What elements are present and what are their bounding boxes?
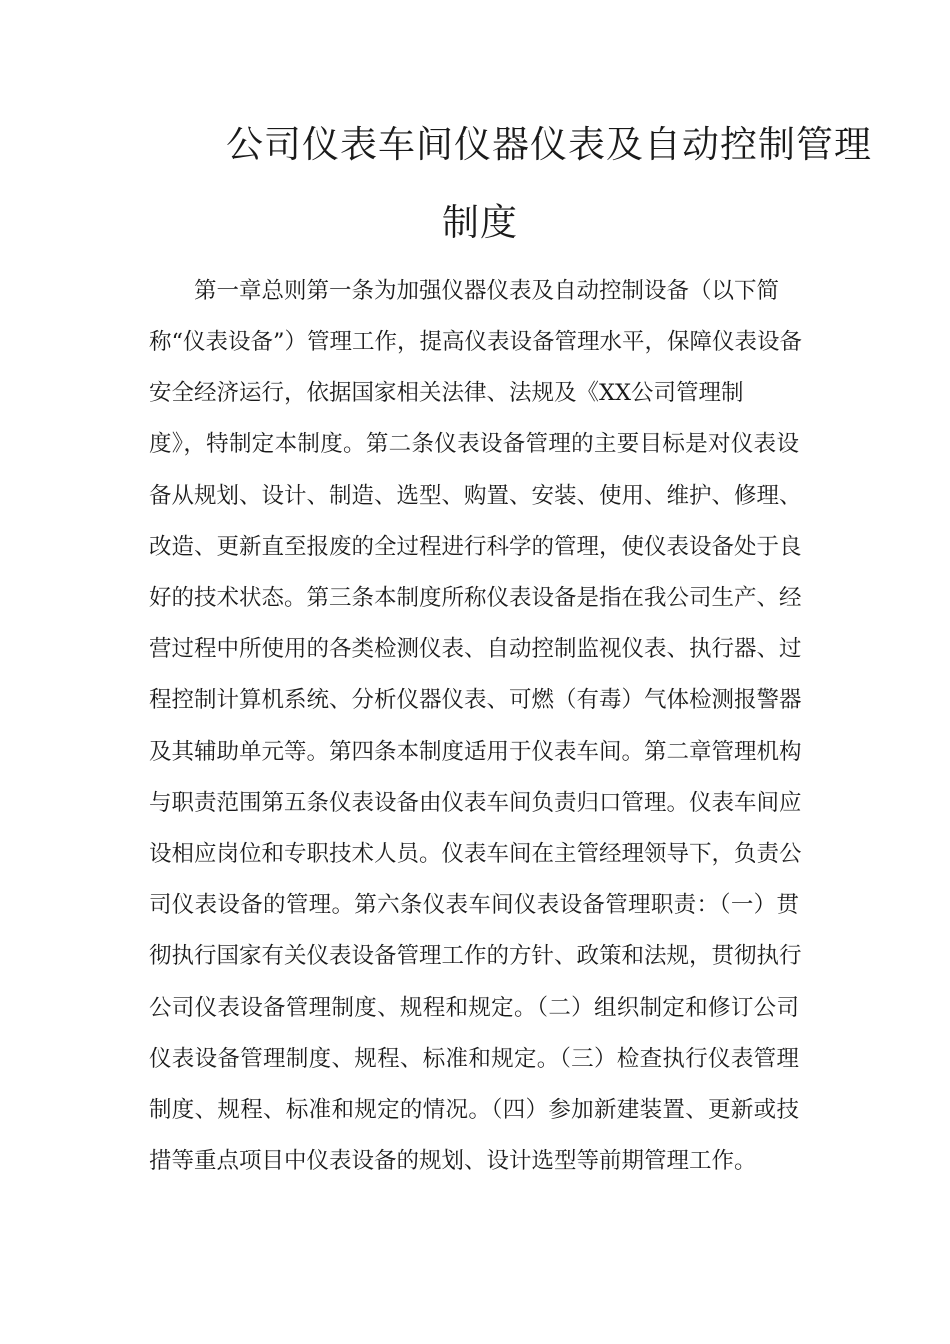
body-text-line: 安全经济运行，依据国家相关法律、法规及《XX公司管理制: [149, 380, 744, 406]
body-text-line: 及其辅助单元等。第四条本制度适用于仪表车间。第二章管理机构: [149, 739, 802, 765]
body-text-line: 与职责范围第五条仪表设备由仪表车间负责归口管理。仪表车间应: [149, 790, 802, 816]
body-text-line: 称“仪表设备”）管理工作，提高仪表设备管理水平，保障仪表设备: [149, 329, 803, 355]
body-text-line: 措等重点项目中仪表设备的规划、设计选型等前期管理工作。: [149, 1148, 757, 1174]
body-text-line: 度》，特制定本制度。第二条仪表设备管理的主要目标是对仪表设: [149, 431, 799, 457]
body-text-line: 好的技术状态。第三条本制度所称仪表设备是指在我公司生产、经: [149, 585, 802, 611]
body-text-line: 公司仪表设备管理制度、规程和规定。（二）组织制定和修订公司: [149, 995, 799, 1021]
body-text-line: 营过程中所使用的各类检测仪表、自动控制监视仪表、执行器、过: [149, 636, 802, 662]
body-text-line: 彻执行国家有关仪表设备管理工作的方针、政策和法规，贯彻执行: [149, 943, 802, 969]
body-text-line: 改造、更新直至报废的全过程进行科学的管理，使仪表设备处于良: [149, 534, 802, 560]
body-text-line: 程控制计算机系统、分析仪器仪表、可燃（有毒）气体检测报警器: [149, 687, 802, 713]
body-text-line: 设相应岗位和专职技术人员。仪表车间在主管经理领导下，负责公: [149, 841, 802, 867]
body-text-line: 司仪表设备的管理。第六条仪表车间仪表设备管理职责：（一）贯: [149, 892, 799, 918]
body-text-line: 制度、规程、标准和规定的情况。（四）参加新建装置、更新或技: [149, 1097, 799, 1123]
body-text-line: 备从规划、设计、制造、选型、购置、安装、使用、维护、修理、: [149, 483, 802, 509]
body-text-line: 第一章总则第一条为加强仪器仪表及自动控制设备（以下简: [194, 278, 780, 304]
body-text-line: 仪表设备管理制度、规程、标准和规定。（三）检查执行仪表管理: [149, 1046, 799, 1072]
document-title-line-1: 公司仪表车间仪器仪表及自动控制管理: [226, 123, 872, 166]
document-title-line-2: 制度: [442, 201, 518, 244]
